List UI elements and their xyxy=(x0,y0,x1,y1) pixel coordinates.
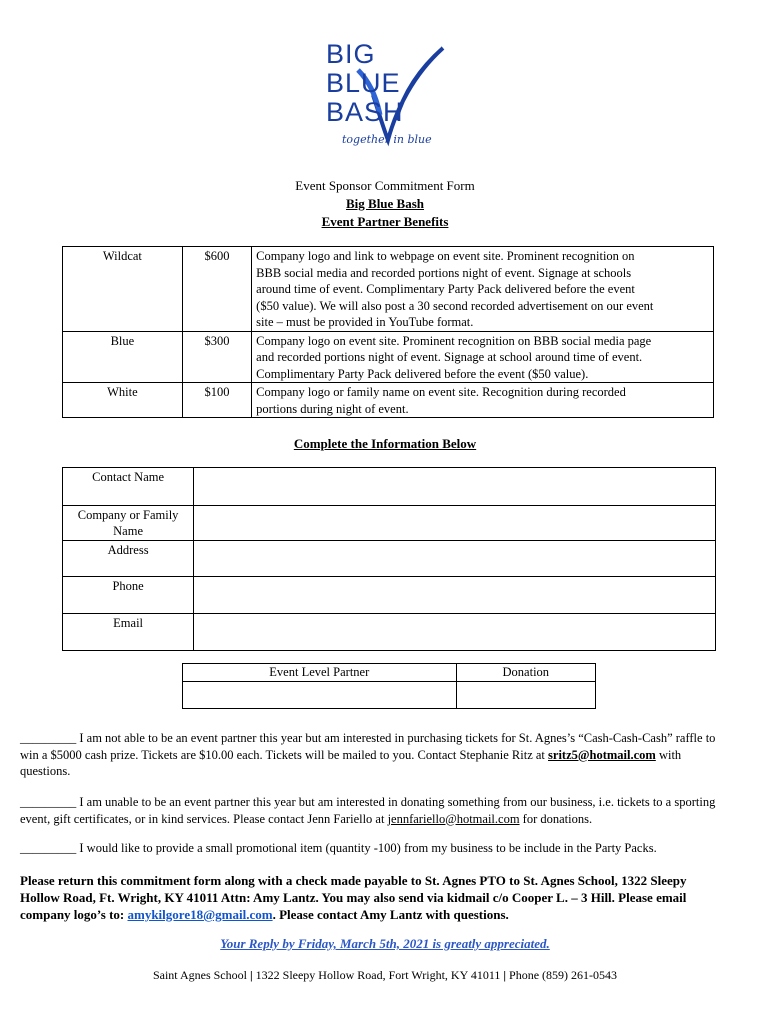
promo-item-option: _________ I would like to provide a small promotional item (quantity -100) from my business to be include in the Party Packs. xyxy=(20,841,657,855)
partner-level-field[interactable] xyxy=(183,682,457,709)
contact-info-table xyxy=(62,467,716,651)
donation-blank[interactable]: _________ xyxy=(20,795,77,809)
benefit-row-wildcat xyxy=(63,247,714,332)
partner-level-header: Event Level Partner xyxy=(183,664,457,682)
benefit-level: Blue xyxy=(63,331,183,383)
logo-line-blue: BLUE xyxy=(326,68,401,98)
benefit-description: Company logo on event site. Prominent recognition on BBB social media page and recorded portions night of event. Signage at school around time of event. Complimentary Party Pack delivered before the event ($50 value). xyxy=(252,331,714,383)
address-label: Address xyxy=(63,541,194,577)
logo-line-big: BIG xyxy=(326,39,376,69)
phone-label: Phone xyxy=(63,577,194,614)
footer-school: Saint Agnes School xyxy=(152,968,247,982)
benefit-row-blue xyxy=(63,331,714,383)
footer-address: 1322 Sleepy Hollow Road, Fort Wright, KY 41011 xyxy=(255,968,501,982)
ritz-email-link[interactable]: sritz5@hotmail.com xyxy=(548,747,656,762)
donation-option: _________ I am unable to be an event partner this year but am interested in donating something from our business, i.e. tickets to a sporting event, gift certificates, or in kind services. Please contact Jenn Fariello at jennfariello@hotmail.com for donations. xyxy=(20,795,716,826)
logo-tagline: together in blue xyxy=(342,133,432,146)
email-label: Email xyxy=(63,614,194,651)
kilgore-email-link[interactable]: amykilgore18@gmail.com xyxy=(127,907,273,922)
logo-wordmark xyxy=(326,40,404,127)
benefits-table xyxy=(62,246,714,418)
contact-name-field[interactable] xyxy=(194,468,716,506)
phone-field[interactable] xyxy=(194,577,716,614)
donation-header: Donation xyxy=(456,664,595,682)
benefit-level: White xyxy=(63,383,183,418)
event-name: Big Blue Bash xyxy=(345,196,425,211)
raffle-option: _________ I am not able to be an event partner this year but am interested in purchasing tickets for St. Agnes’s “Cash-Cash-Cash” raffle to win a $5000 cash prize. Tickets are $10.00 each. Tickets will be mailed to you. Contact Stephanie Ritz at sritz5@hotmail.com with questions. xyxy=(20,731,716,778)
promo-blank[interactable]: _________ xyxy=(20,841,77,855)
company-name-field[interactable] xyxy=(194,506,716,541)
footer-phone: Phone (859) 261-0543 xyxy=(509,968,618,982)
benefit-level: Wildcat xyxy=(63,247,183,332)
donation-field[interactable] xyxy=(456,682,595,709)
info-heading: Complete the Information Below xyxy=(293,436,477,451)
address-field[interactable] xyxy=(194,541,716,577)
footer xyxy=(0,968,770,983)
benefit-row-white xyxy=(63,383,714,418)
big-blue-bash-logo xyxy=(318,40,450,158)
raffle-blank[interactable]: _________ xyxy=(20,731,77,745)
footer-separator: | xyxy=(249,968,253,982)
fariello-email-link[interactable]: jennfariello@hotmail.com xyxy=(387,811,520,826)
footer-separator: | xyxy=(503,968,507,982)
contact-name-label: Contact Name xyxy=(63,468,194,506)
benefit-amount: $300 xyxy=(182,331,251,383)
benefit-description: Company logo and link to webpage on event site. Prominent recognition on BBB social media and recorded portions night of event. Signage at schools around time of event. Complimentary Party Pack delivered before the event ($50 value). We will also post a 30 second recorded advertisement on our event site – must be provided in YouTube format. xyxy=(252,247,714,332)
email-field[interactable] xyxy=(194,614,716,651)
benefits-heading: Event Partner Benefits xyxy=(321,214,449,229)
company-name-label: Company or Family Name xyxy=(63,506,194,541)
benefit-amount: $100 xyxy=(182,383,251,418)
form-title: Event Sponsor Commitment Form xyxy=(295,178,475,193)
partner-table xyxy=(182,663,596,709)
return-instructions: Please return this commitment form along with a check made payable to St. Agnes PTO to St. Agnes School, 1322 Sleepy Hollow Road, Ft. Wright, KY 41011 Attn: Amy Lantz. You may also send via kidmail c/o Cooper L. – 3 Hill. Please email company logo’s to: amykilgore18@gmail.com. Please contact Amy Lantz with questions. xyxy=(20,873,687,922)
benefit-amount: $600 xyxy=(182,247,251,332)
reply-deadline: Your Reply by Friday, March 5th, 2021 is greatly appreciated. xyxy=(220,936,550,951)
logo-line-bash: BASH xyxy=(326,97,404,127)
benefit-description: Company logo or family name on event site. Recognition during recorded portions during night of event. xyxy=(252,383,714,418)
